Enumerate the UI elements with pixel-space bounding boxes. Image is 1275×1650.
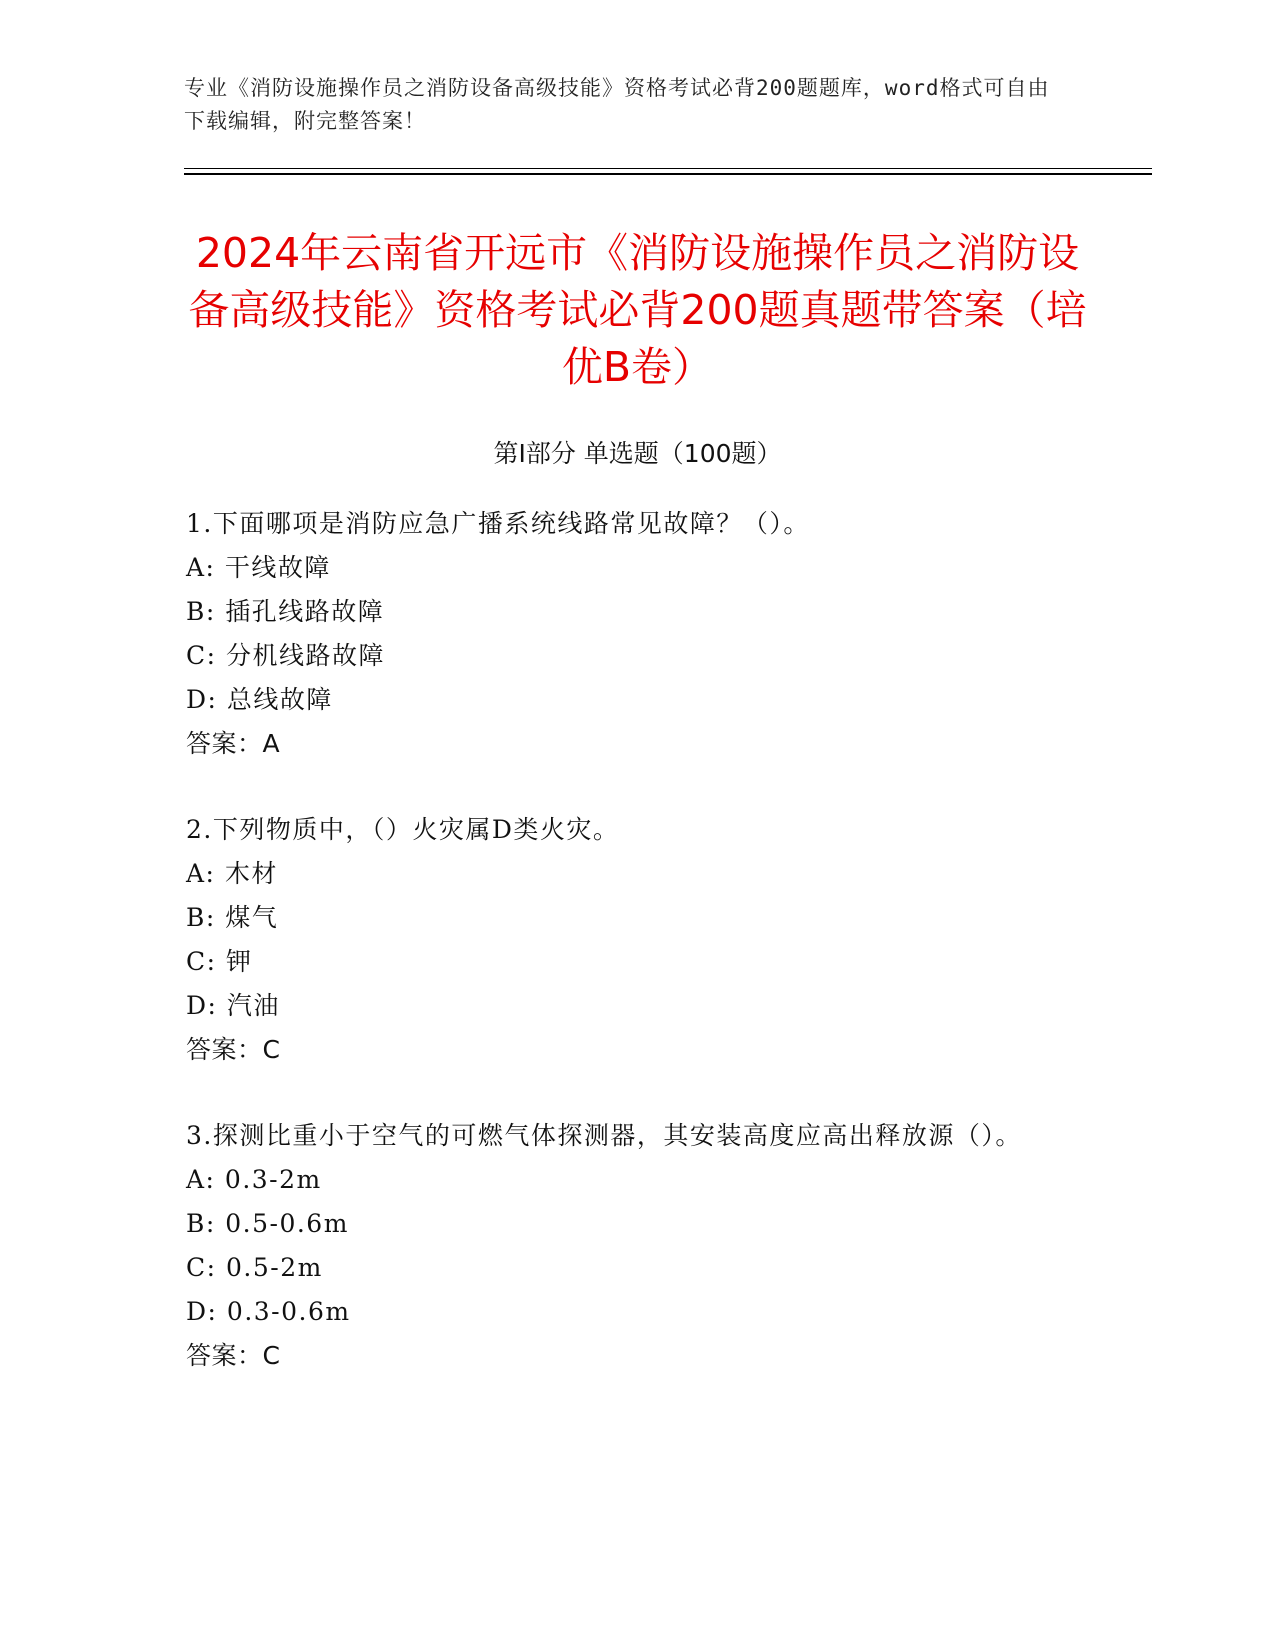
header-divider-thin — [184, 168, 1152, 169]
option-d: D: 0.3-0.6m — [186, 1297, 351, 1326]
header-note: 专业《消防设施操作员之消防设备高级技能》资格考试必背200题题库，word格式可自由下载编辑，附完整答案！ — [184, 76, 1050, 133]
option-d: D: 总线故障 — [186, 685, 333, 714]
question-1 — [186, 502, 1066, 766]
header-divider-thick — [184, 173, 1152, 175]
question-text: 2.下列物质中，（）火灾属D类火灾。 — [186, 815, 620, 844]
question-text: 1.下面哪项是消防应急广播系统线路常见故障？（）。 — [186, 509, 810, 538]
option-c: C: 钾 — [186, 947, 253, 976]
option-b: B: 插孔线路故障 — [186, 597, 385, 626]
document-title: 2024年云南省开远市《消防设施操作员之消防设备高级技能》资格考试必背200题真题带答案（培优B卷） — [188, 229, 1087, 391]
option-a: A: 干线故障 — [186, 553, 331, 582]
question-2 — [186, 808, 1066, 1072]
option-b: B: 0.5-0.6m — [186, 1209, 349, 1238]
option-c: C: 0.5-2m — [186, 1253, 323, 1282]
option-a: A: 木材 — [186, 859, 278, 888]
question-3 — [186, 1114, 1066, 1378]
answer: 答案：C — [186, 1035, 281, 1064]
option-d: D: 汽油 — [186, 991, 280, 1020]
answer: 答案：A — [186, 729, 281, 758]
option-a: A: 0.3-2m — [186, 1165, 322, 1194]
option-b: B: 煤气 — [186, 903, 279, 932]
question-text: 3.探测比重小于空气的可燃气体探测器，其安装高度应高出释放源（）。 — [186, 1121, 1022, 1150]
option-c: C: 分机线路故障 — [186, 641, 385, 670]
answer: 答案：C — [186, 1341, 281, 1370]
section-heading: 第I部分 单选题（100题） — [493, 439, 782, 468]
